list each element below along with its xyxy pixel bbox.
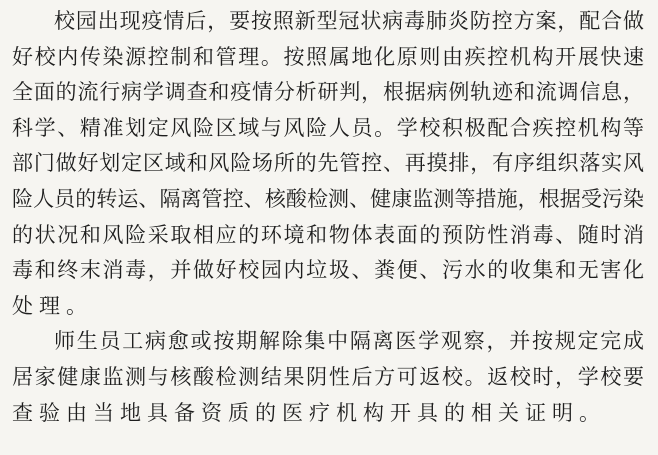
text-line: 险人员的转运、隔离管控、核酸检测、健康监测等措施，根据受污染 (12, 186, 644, 211)
text-line: 部门做好划定区域和风险场所的先管控、再摸排，有序组织落实风 (12, 151, 644, 176)
text-line: 毒和终末消毒，并做好校园内垃圾、粪便、污水的收集和无害化 (12, 258, 644, 283)
paragraph-1 (12, 4, 644, 324)
paragraph-2 (12, 324, 644, 431)
text-line: 居家健康监测与核酸检测结果阴性后方可返校。返校时，学校要 (12, 364, 644, 389)
text-line: 师生员工病愈或按期解除集中隔离医学观察，并按规定完成 (54, 329, 644, 354)
text-line: 处理。 (12, 293, 93, 318)
text-line: 校园出现疫情后，要按照新型冠状病毒肺炎防控方案，配合做 (54, 9, 644, 33)
text-line: 查验由当地具备资质的医疗机构开具的相关证明。 (12, 400, 606, 425)
text-line: 好校内传染源控制和管理。按照属地化原则由疾控机构开展快速 (12, 44, 644, 69)
text-line: 全面的流行病学调查和疫情分析研判，根据病例轨迹和流调信息， (12, 80, 644, 105)
text-line: 科学、精准划定风险区域与风险人员。学校积极配合疾控机构等 (12, 115, 644, 140)
text-line: 的状况和风险采取相应的环境和物体表面的预防性消毒、随时消 (12, 222, 644, 247)
